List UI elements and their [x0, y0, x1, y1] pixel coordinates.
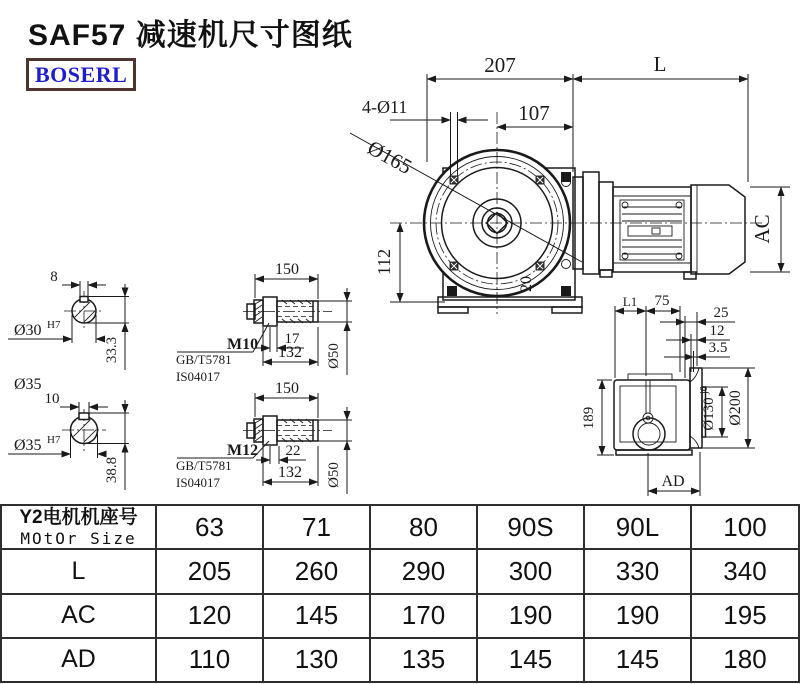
- table-row-L: [1, 549, 799, 593]
- col-frame-90S: 90S: [477, 505, 584, 549]
- dim-L1-label: L1: [622, 294, 638, 309]
- side-view: [581, 293, 755, 496]
- brand-logo-text: BOSERL: [35, 62, 128, 87]
- std-iso-label-1: IS04017: [176, 369, 221, 384]
- dim-bore30-label: Ø30: [14, 322, 42, 339]
- motor-size-header-cn: Y2电机机座号: [19, 506, 138, 528]
- shaft-section-1: [8, 269, 129, 393]
- col-frame-80: 80: [370, 505, 477, 549]
- thread-m10-label: M10: [227, 336, 259, 353]
- dim-17-label: 17: [284, 331, 300, 347]
- dim-flange-dia-label: Ø165: [363, 135, 417, 180]
- cell-AC-71: 145: [263, 594, 370, 638]
- row-label-L: L: [1, 549, 156, 593]
- shaft-section-2: [8, 391, 129, 490]
- cell-AC-90S: 190: [477, 594, 584, 638]
- thread-m12-label: M12: [227, 442, 259, 459]
- table-header-row: [1, 505, 799, 549]
- std-gb-label-1: GB/T5781: [176, 352, 232, 367]
- dim-388-label: 38.8: [104, 456, 120, 484]
- dim-L-label: L: [653, 52, 667, 76]
- dim-key10-label: 10: [44, 391, 60, 407]
- motor-outline: [599, 182, 745, 279]
- motor-size-header-en: MOtOr Size: [20, 528, 137, 548]
- dim-o200-label: Ø200: [727, 390, 744, 426]
- col-frame-90L: 90L: [584, 505, 691, 549]
- cell-L-63: 205: [156, 549, 263, 593]
- cell-AD-90S: 145: [477, 638, 584, 682]
- motor-size-header: [1, 505, 156, 549]
- col-frame-71: 71: [263, 505, 370, 549]
- dim-150-label-1: 150: [275, 261, 299, 278]
- dim-o50-label-1: Ø50: [326, 343, 342, 369]
- dim-bore35-label: Ø35: [14, 437, 42, 454]
- dim-207-label: 207: [484, 53, 516, 77]
- dimension-table: [0, 504, 800, 684]
- dim-key8-label: 8: [50, 269, 58, 285]
- cell-L-90L: 330: [584, 549, 691, 593]
- cell-AD-63: 110: [156, 638, 263, 682]
- row-label-AD: AD: [1, 638, 156, 682]
- table-row-AC: [1, 594, 799, 638]
- cell-AD-100: 180: [691, 638, 799, 682]
- col-frame-100: 100: [691, 505, 799, 549]
- label-o35: Ø35: [14, 376, 42, 393]
- cell-L-71: 260: [263, 549, 370, 593]
- std-gb-label-2: GB/T5781: [176, 458, 232, 473]
- table-row-AD: [1, 638, 799, 682]
- cell-AC-100: 195: [691, 594, 799, 638]
- dim-12-label: 12: [709, 323, 725, 339]
- dim-20-label: 20: [518, 276, 535, 292]
- dim-bore35-tol: H7: [47, 434, 61, 446]
- cell-AC-63: 120: [156, 594, 263, 638]
- cell-L-90S: 300: [477, 549, 584, 593]
- dim-o130-tol: j6: [699, 386, 710, 394]
- dim-o130-label: Ø130: [701, 397, 717, 431]
- dim-112-label: 112: [374, 248, 394, 276]
- dim-25-label: 25: [713, 305, 729, 321]
- col-frame-63: 63: [156, 505, 263, 549]
- dim-bore30-tol: H7: [47, 319, 61, 331]
- dim-132-label-2: 132: [278, 464, 302, 481]
- page-title: SAF57 减速机尺寸图纸: [28, 19, 353, 52]
- hollow-shaft-1: [176, 261, 352, 384]
- dim-150-label-2: 150: [275, 380, 299, 397]
- front-view: [350, 52, 790, 314]
- cell-AC-80: 170: [370, 594, 477, 638]
- dim-189-label: 189: [581, 406, 597, 430]
- dim-o50-label-2: Ø50: [326, 462, 342, 488]
- dim-75-label: 75: [654, 293, 670, 309]
- cell-AC-90L: 190: [584, 594, 691, 638]
- dim-107-label: 107: [518, 101, 550, 125]
- dim-333-label: 33.3: [104, 336, 120, 364]
- hollow-shaft-2: [176, 380, 352, 494]
- cell-AD-90L: 145: [584, 638, 691, 682]
- cell-L-80: 290: [370, 549, 477, 593]
- dim-132-label-1: 132: [278, 344, 302, 361]
- dim-AD-label: AD: [661, 473, 685, 490]
- dim-35-label: 3.5: [708, 340, 728, 356]
- cell-AD-80: 135: [370, 638, 477, 682]
- row-label-AC: AC: [1, 594, 156, 638]
- dim-AC-label: AC: [750, 214, 774, 244]
- cell-L-100: 340: [691, 549, 799, 593]
- dim-22-label: 22: [285, 443, 301, 459]
- cell-AD-71: 130: [263, 638, 370, 682]
- dim-bolt-holes-label: 4-Ø11: [362, 97, 408, 117]
- std-iso-label-2: IS04017: [176, 475, 221, 490]
